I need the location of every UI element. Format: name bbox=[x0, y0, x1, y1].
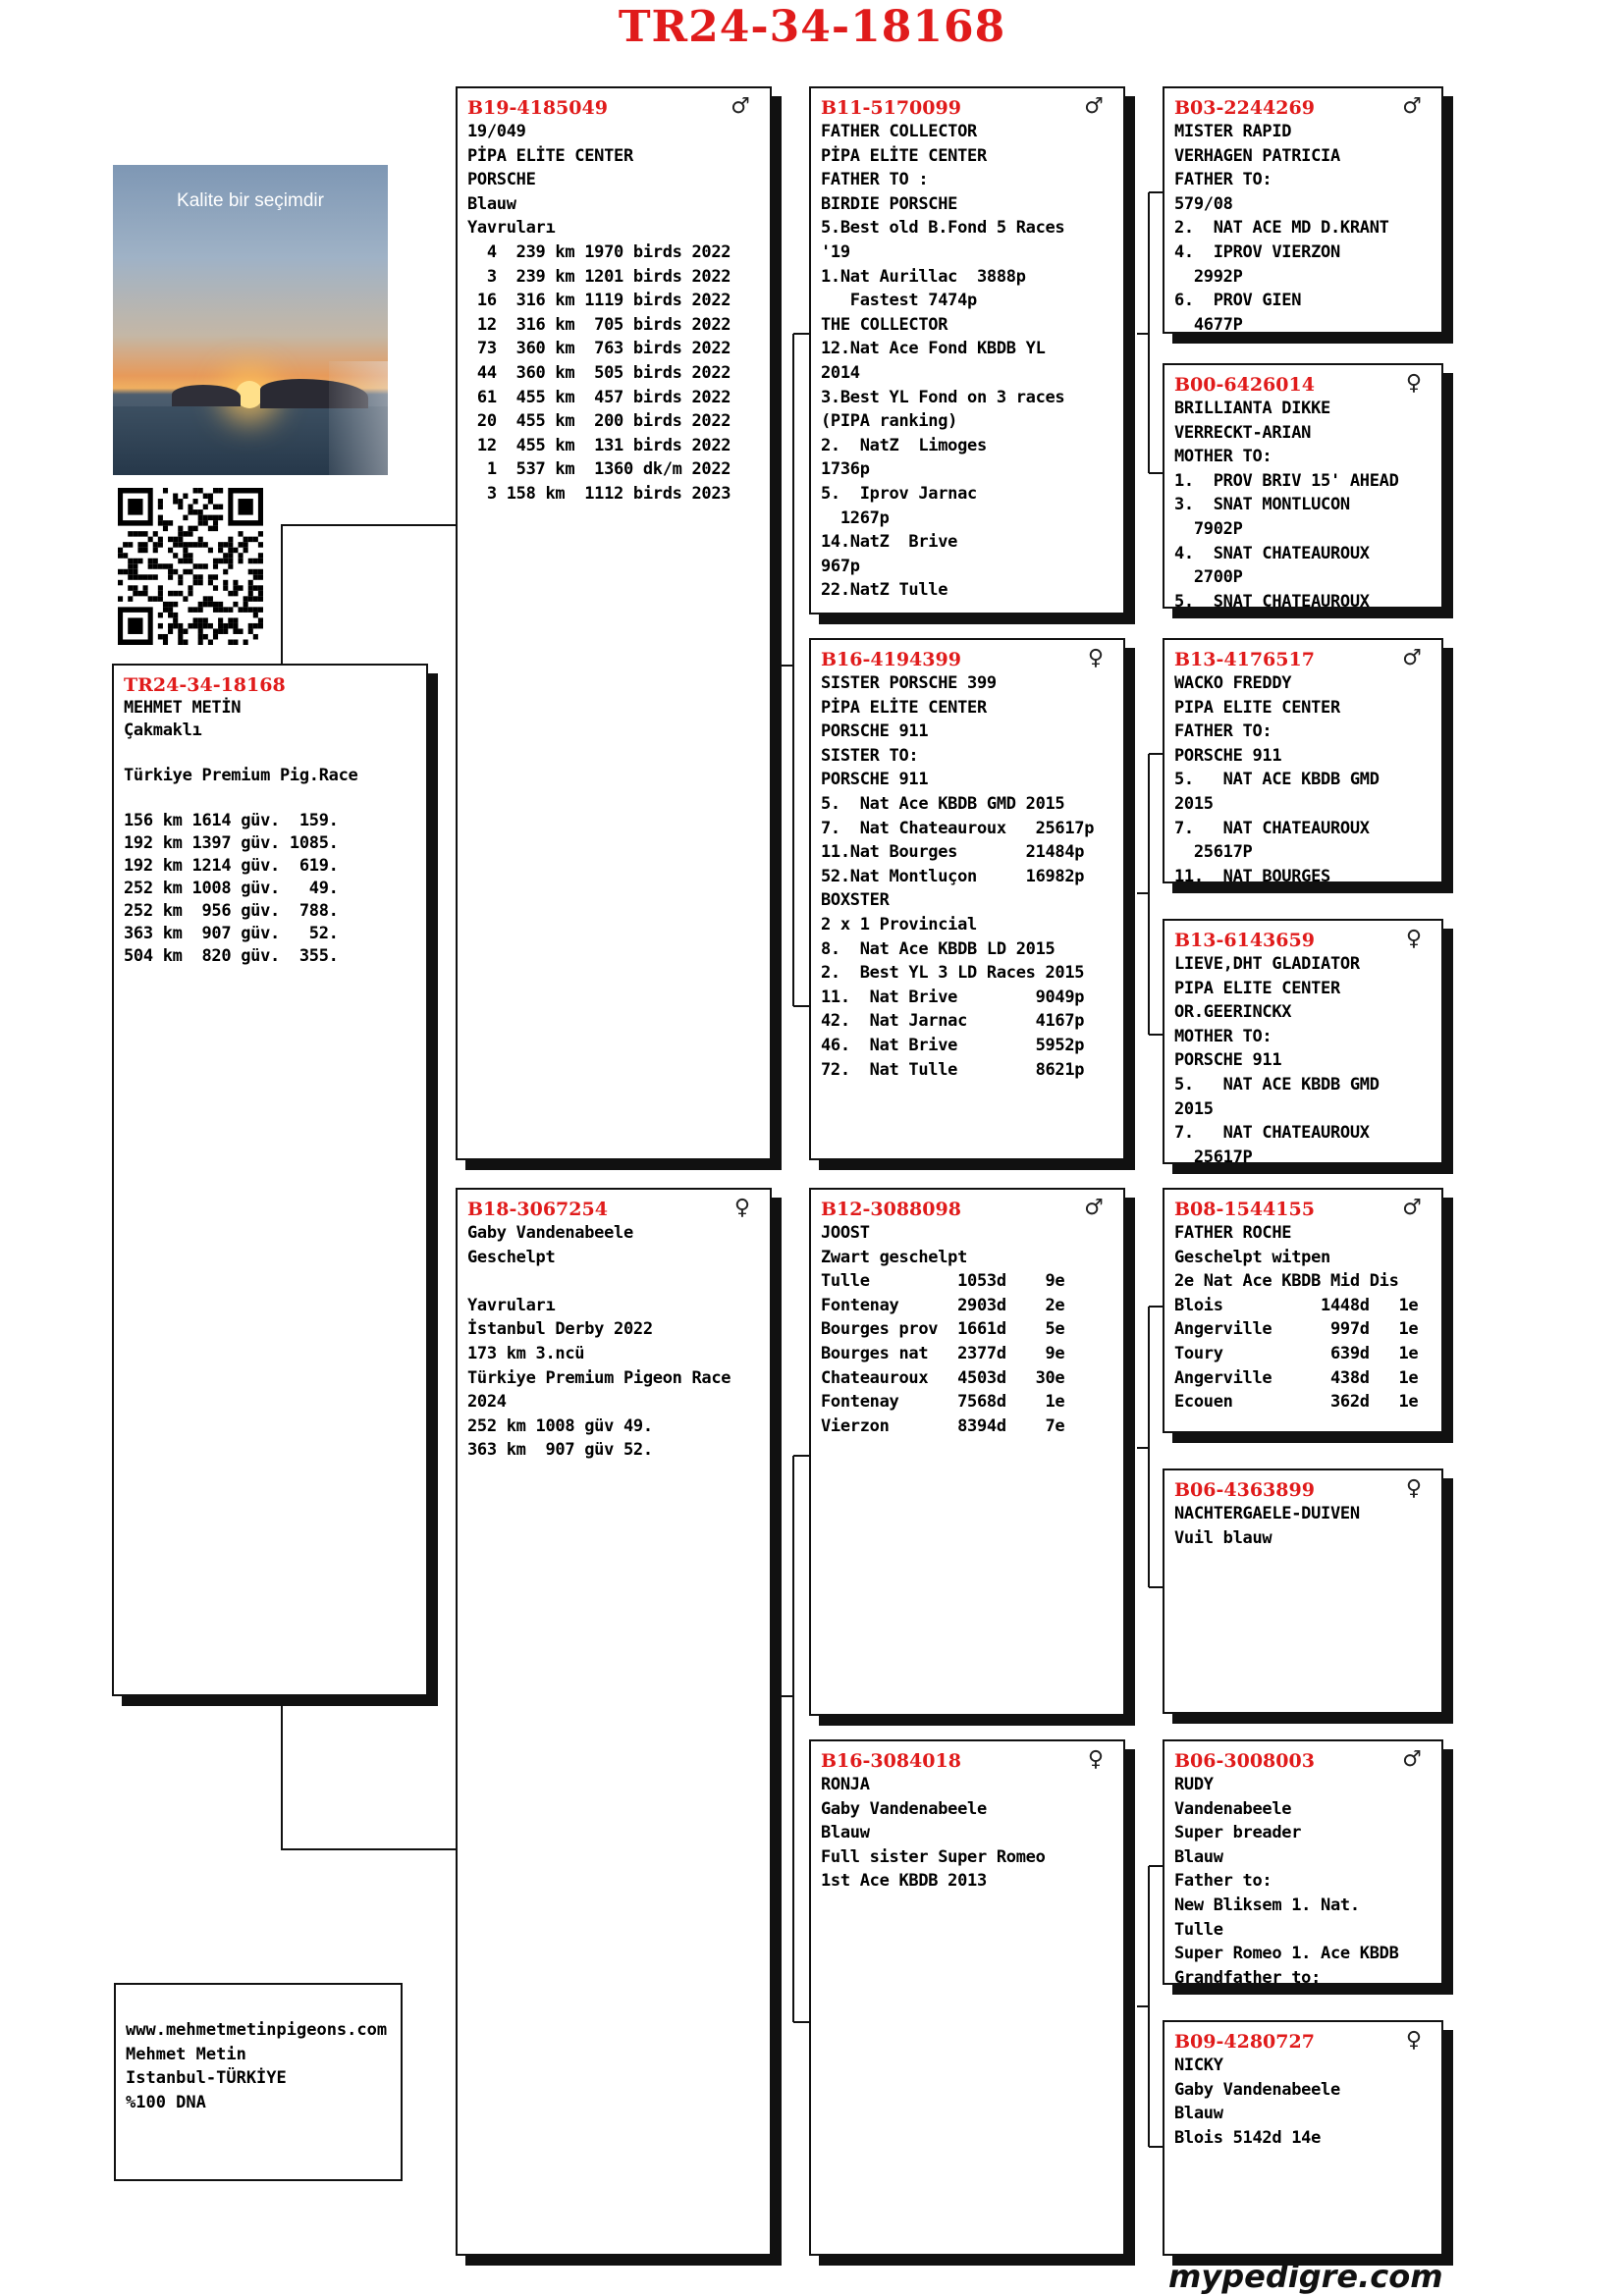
card-text-line: Zwart geschelpt bbox=[821, 1247, 968, 1267]
card-text-line: LIEVE,DHT GLADIATOR bbox=[1174, 954, 1360, 974]
card-text-line: FATHER COLLECTOR bbox=[821, 122, 977, 141]
card-text-line: PORSCHE 911 bbox=[1174, 1050, 1282, 1071]
card-text-line: 12.Nat Ace Fond KBDB YL bbox=[821, 339, 1046, 359]
dam-card bbox=[456, 1188, 772, 2256]
card-text-line: Blois 1448d 1e bbox=[1174, 1295, 1419, 1315]
card-text-line: 12 455 km 131 birds 2022 bbox=[467, 435, 731, 455]
sire-card bbox=[456, 86, 772, 1160]
sex-symbol: ♀ bbox=[1087, 646, 1104, 670]
card-text-line: 7. Nat Chateauroux 25617p bbox=[821, 818, 1095, 838]
card-text-line: 14.NatZ Brive bbox=[821, 532, 958, 553]
card-text-line: Geschelpt witpen bbox=[1174, 1247, 1330, 1267]
card-text-line: Blauw bbox=[467, 193, 516, 214]
card-text-line: 3 158 km 1112 birds 2023 bbox=[467, 483, 731, 504]
card-text-line bbox=[124, 787, 416, 810]
card-text-line: 7. NAT CHATEAUROUX bbox=[1174, 818, 1370, 838]
card-text-line: Vuil blauw bbox=[1174, 1527, 1272, 1548]
sire-dam-card bbox=[809, 638, 1125, 1160]
card-text-line: OR.GEERINCKX bbox=[1174, 1002, 1292, 1023]
card-text-line: 252 km 956 güv. 788. bbox=[124, 901, 339, 921]
ring-number: B12-3088098 bbox=[821, 1199, 961, 1220]
card-text-line: 5.Best old B.Fond 5 Races bbox=[821, 218, 1065, 239]
card-text-line: PORSCHE 911 bbox=[821, 721, 929, 742]
owner-info-box bbox=[114, 1983, 403, 2181]
card-text-line: Istanbul-TÜRKİYE bbox=[126, 2068, 287, 2089]
card-text-line: MOTHER TO: bbox=[1174, 1026, 1272, 1046]
card-text-line: 11.Nat Bourges 21484p bbox=[821, 842, 1085, 863]
ring-number: B16-4194399 bbox=[821, 649, 961, 670]
card-text-line: 2015 bbox=[1174, 793, 1214, 814]
card-text-line: 3 239 km 1201 birds 2022 bbox=[467, 266, 731, 287]
card-text-line: Full sister Super Romeo bbox=[821, 1846, 1046, 1867]
card-text-line: PİPA ELİTE CENTER bbox=[467, 145, 633, 166]
card-text-line: Angerville 997d 1e bbox=[1174, 1319, 1419, 1340]
card-text-line: VERHAGEN PATRICIA bbox=[1174, 145, 1340, 166]
card-text-line: 967p bbox=[821, 556, 860, 576]
card-text-line: 44 360 km 505 birds 2022 bbox=[467, 362, 731, 383]
card-text-line: 52.Nat Montluçon 16982p bbox=[821, 866, 1085, 886]
photo-caption: Kalite bir seçimdir bbox=[177, 190, 324, 211]
card-text-line: Türkiye Premium Pig.Race bbox=[124, 766, 358, 785]
card-text-line: 1267p bbox=[821, 507, 890, 528]
card-text-line: 11. NAT BOURGES bbox=[1174, 866, 1330, 883]
card-text-line: 19/049 bbox=[467, 122, 526, 141]
card-text-line: Geschelpt bbox=[467, 1247, 556, 1267]
ring-number: B09-4280727 bbox=[1174, 2031, 1315, 2053]
card-text-line: NICKY bbox=[1174, 2056, 1223, 2075]
card-text-line bbox=[467, 1269, 760, 1294]
card-text-line: FATHER ROCHE bbox=[1174, 1223, 1292, 1243]
card-text-line: 5. Nat Ace KBDB GMD 2015 bbox=[821, 793, 1065, 814]
card-text-line: THE COLLECTOR bbox=[821, 314, 948, 335]
card-text-line: PİPA ELİTE CENTER bbox=[821, 697, 987, 718]
card-text-line: 1.Nat Aurillac 3888p bbox=[821, 266, 1026, 287]
subject-card bbox=[112, 664, 428, 1696]
card-text-line: 25617P bbox=[1174, 1147, 1253, 1164]
card-text-line: Vandenabeele bbox=[1174, 1798, 1292, 1819]
sex-symbol: ♂ bbox=[1084, 1196, 1104, 1220]
card-text-line: 5. NAT ACE KBDB GMD bbox=[1174, 1074, 1380, 1095]
card-text-line: 363 km 907 güv. 52. bbox=[124, 924, 339, 943]
sss-card bbox=[1163, 86, 1443, 334]
card-text-line: Çakmaklı bbox=[124, 721, 202, 740]
card-text-line: PIPA ELITE CENTER bbox=[1174, 978, 1340, 998]
card-text-line: Fastest 7474p bbox=[821, 291, 977, 311]
ssd-card bbox=[1163, 363, 1443, 609]
card-text-line: Ecouen 362d 1e bbox=[1174, 1392, 1419, 1413]
card-text-line: 25617P bbox=[1174, 842, 1253, 863]
card-text-line: PİPA ELİTE CENTER bbox=[821, 145, 987, 166]
card-text-line: Super Romeo 1. Ace KBDB bbox=[1174, 1944, 1399, 1964]
ring-number: B16-3084018 bbox=[821, 1750, 961, 1772]
card-text-line: 5. NAT ACE KBDB GMD bbox=[1174, 770, 1380, 790]
card-text-line: NACHTERGAELE-DUIVEN bbox=[1174, 1504, 1360, 1523]
sds-card bbox=[1163, 638, 1443, 883]
card-text-line: Father to: bbox=[1174, 1871, 1272, 1892]
card-text-line: 12 316 km 705 birds 2022 bbox=[467, 314, 731, 335]
card-text-line: 2992P bbox=[1174, 266, 1243, 287]
card-text-line: 252 km 1008 güv 49. bbox=[467, 1415, 653, 1436]
card-text-line: 72. Nat Tulle 8621p bbox=[821, 1059, 1085, 1080]
card-text-line: VERRECKT-ARIAN bbox=[1174, 422, 1312, 443]
dds-card bbox=[1163, 1739, 1443, 1985]
ring-number: B11-5170099 bbox=[821, 97, 961, 119]
sex-symbol: ♂ bbox=[1402, 1196, 1422, 1220]
card-text-line: MOTHER TO: bbox=[1174, 447, 1272, 467]
ddd-card bbox=[1163, 2020, 1443, 2256]
card-text-line: Blauw bbox=[1174, 2104, 1223, 2124]
card-text-line: 252 km 1008 güv. 49. bbox=[124, 879, 339, 898]
ring-number: B00-6426014 bbox=[1174, 374, 1315, 396]
card-text-line bbox=[124, 742, 416, 765]
ring-number: B08-1544155 bbox=[1174, 1199, 1315, 1220]
card-text-line: Blauw bbox=[821, 1823, 870, 1843]
card-text-line: RUDY bbox=[1174, 1775, 1214, 1794]
card-text-line: MISTER RAPID bbox=[1174, 122, 1292, 141]
card-text-line: 2. NatZ Limoges bbox=[821, 435, 987, 455]
card-text-line: Fontenay 7568d 1e bbox=[821, 1392, 1065, 1413]
card-text-line: 2. NAT ACE MD D.KRANT bbox=[1174, 218, 1389, 239]
card-text-line: JOOST bbox=[821, 1223, 870, 1243]
card-text-line: SISTER TO: bbox=[821, 745, 919, 766]
card-text-line: 4 239 km 1970 birds 2022 bbox=[467, 241, 731, 262]
card-text-line: Bourges prov 1661d 5e bbox=[821, 1319, 1065, 1340]
sex-symbol: ♂ bbox=[1402, 1747, 1422, 1772]
ring-number: B03-2244269 bbox=[1174, 97, 1315, 119]
card-text-line: 61 455 km 457 birds 2022 bbox=[467, 387, 731, 407]
card-text-line: 2700P bbox=[1174, 567, 1243, 588]
card-text-line: WACKO FREDDY bbox=[1174, 673, 1292, 693]
card-text-line: SISTER PORSCHE 399 bbox=[821, 673, 997, 693]
card-text-line: 2e Nat Ace KBDB Mid Dis bbox=[1174, 1271, 1399, 1292]
card-text-line: RONJA bbox=[821, 1775, 870, 1794]
card-text-line: 2024 bbox=[467, 1392, 507, 1413]
card-text-line: 6. PROV GIEN bbox=[1174, 291, 1302, 311]
card-text-line: 5. Iprov Jarnac bbox=[821, 483, 977, 504]
card-text-line: 1736p bbox=[821, 459, 870, 480]
card-text-line: 4. SNAT CHATEAUROUX bbox=[1174, 543, 1370, 563]
card-text-line: 579/08 bbox=[1174, 193, 1233, 214]
card-text-line: 46. Nat Brive 5952p bbox=[821, 1035, 1085, 1055]
ring-number: B13-6143659 bbox=[1174, 930, 1315, 951]
sex-symbol: ♀ bbox=[1405, 2028, 1422, 2053]
sex-symbol: ♀ bbox=[1405, 927, 1422, 951]
card-text-line: BOXSTER bbox=[821, 890, 890, 911]
ring-number: B06-3008003 bbox=[1174, 1750, 1315, 1772]
card-text-line: İstanbul Derby 2022 bbox=[467, 1319, 653, 1340]
sex-symbol: ♀ bbox=[1087, 1747, 1104, 1772]
card-text-line: 5. SNAT CHATEAUROUX bbox=[1174, 591, 1370, 609]
card-text-line: 8. Nat Ace KBDB LD 2015 bbox=[821, 938, 1056, 959]
ring-number: B19-4185049 bbox=[467, 97, 608, 119]
dsd-card bbox=[1163, 1468, 1443, 1714]
card-text-line: 4. IPROV VIERZON bbox=[1174, 241, 1340, 262]
card-text-line: 11. Nat Brive 9049p bbox=[821, 987, 1085, 1007]
card-text-line: PORSCHE 911 bbox=[1174, 745, 1282, 766]
card-text-line: Gaby Vandenabeele bbox=[1174, 2079, 1340, 2100]
card-text-line: 173 km 3.ncü bbox=[467, 1343, 585, 1363]
card-text-line: 20 455 km 200 birds 2022 bbox=[467, 411, 731, 432]
card-text-line: Yavruları bbox=[467, 218, 556, 239]
card-text-line: Gaby Vandenabeele bbox=[467, 1223, 633, 1243]
card-text-line: 1. PROV BRIV 15' AHEAD bbox=[1174, 470, 1399, 491]
card-text-line: Tulle bbox=[1174, 1919, 1223, 1940]
card-text-line: www.mehmetmetinpigeons.com bbox=[126, 2020, 388, 2040]
card-text-line: Blauw bbox=[1174, 1846, 1223, 1867]
card-text-line: MEHMET METİN bbox=[124, 698, 242, 718]
card-text-line: Mehmet Metin bbox=[126, 2044, 246, 2064]
card-text-line: %100 DNA bbox=[126, 2092, 206, 2112]
card-text-line: FATHER TO: bbox=[1174, 721, 1272, 742]
card-text-line: 3. SNAT MONTLUCON bbox=[1174, 495, 1350, 515]
sex-symbol: ♂ bbox=[1402, 94, 1422, 119]
sex-symbol: ♂ bbox=[1084, 94, 1104, 119]
card-text-line: FATHER TO: bbox=[1174, 170, 1272, 190]
card-text-line: 192 km 1397 güv. 1085. bbox=[124, 833, 339, 853]
sex-symbol: ♂ bbox=[731, 94, 750, 119]
card-text-line: 2. Best YL 3 LD Races 2015 bbox=[821, 963, 1085, 984]
card-text-line: Bourges nat 2377d 9e bbox=[821, 1343, 1065, 1363]
card-text-line: 3.Best YL Fond on 3 races bbox=[821, 387, 1065, 407]
ring-number: B18-3067254 bbox=[467, 1199, 608, 1220]
brand-watermark: mypedigre.com bbox=[1168, 2258, 1443, 2295]
card-text-line: Vierzon 8394d 7e bbox=[821, 1415, 1065, 1436]
sire-sire-card bbox=[809, 86, 1125, 614]
sex-symbol: ♂ bbox=[1402, 646, 1422, 670]
card-text-line: 4677P bbox=[1174, 314, 1243, 334]
sex-symbol: ♀ bbox=[733, 1196, 750, 1220]
card-text-line: New Bliksem 1. Nat. bbox=[1174, 1895, 1360, 1915]
pedigree-title: TR24-34-18168 bbox=[618, 2, 1006, 52]
card-text-line: Toury 639d 1e bbox=[1174, 1343, 1419, 1363]
card-text-line: Yavruları bbox=[467, 1295, 556, 1315]
card-text-line: 2 x 1 Provincial bbox=[821, 914, 977, 934]
sex-symbol: ♀ bbox=[1405, 371, 1422, 396]
card-text-line: 363 km 907 güv 52. bbox=[467, 1440, 653, 1461]
card-text-line: Angerville 438d 1e bbox=[1174, 1367, 1419, 1388]
ring-number: B06-4363899 bbox=[1174, 1479, 1315, 1501]
card-text-line: Grandfather to: bbox=[1174, 1967, 1322, 1985]
card-text-line: PORSCHE 911 bbox=[821, 770, 929, 790]
card-text-line: '19 bbox=[821, 241, 850, 262]
card-text-line: Chateauroux 4503d 30e bbox=[821, 1367, 1065, 1388]
card-text-line: 2015 bbox=[1174, 1098, 1214, 1119]
ring-number: TR24-34-18168 bbox=[124, 674, 286, 696]
card-text-line: 73 360 km 763 birds 2022 bbox=[467, 339, 731, 359]
ring-number: B13-4176517 bbox=[1174, 649, 1315, 670]
card-text-line: 2014 bbox=[821, 362, 860, 383]
card-text-line: Fontenay 2903d 2e bbox=[821, 1295, 1065, 1315]
card-text-line: Tulle 1053d 9e bbox=[821, 1271, 1065, 1292]
card-text-line: 16 316 km 1119 birds 2022 bbox=[467, 291, 731, 311]
dam-dam-card bbox=[809, 1739, 1125, 2256]
card-text-line: FATHER TO : bbox=[821, 170, 929, 190]
card-text-line: 1 537 km 1360 dk/m 2022 bbox=[467, 459, 731, 480]
card-text-line: BIRDIE PORSCHE bbox=[821, 193, 958, 214]
card-text-line: BRILLIANTA DIKKE bbox=[1174, 399, 1330, 418]
card-text-line: 7. NAT CHATEAUROUX bbox=[1174, 1123, 1370, 1144]
card-text-line: Gaby Vandenabeele bbox=[821, 1798, 987, 1819]
card-text-line: 504 km 820 güv. 355. bbox=[124, 946, 339, 966]
card-text-line: 22.NatZ Tulle bbox=[821, 580, 948, 601]
card-text-line: 7902P bbox=[1174, 518, 1243, 539]
card-text-line: (PIPA ranking) bbox=[821, 411, 958, 432]
card-text-line: PORSCHE bbox=[467, 170, 536, 190]
card-text-line: 156 km 1614 güv. 159. bbox=[124, 811, 339, 830]
card-text-line: Super breader bbox=[1174, 1823, 1302, 1843]
dam-sire-card bbox=[809, 1188, 1125, 1716]
card-text-line: 42. Nat Jarnac 4167p bbox=[821, 1011, 1085, 1032]
sex-symbol: ♀ bbox=[1405, 1476, 1422, 1501]
sdd-card bbox=[1163, 919, 1443, 1164]
card-text-line: 1st Ace KBDB 2013 bbox=[821, 1871, 987, 1892]
card-text-line: PIPA ELITE CENTER bbox=[1174, 697, 1340, 718]
dss-card bbox=[1163, 1188, 1443, 1433]
card-text-line: Blois 5142d 14e bbox=[1174, 2127, 1322, 2148]
card-text-line: 192 km 1214 güv. 619. bbox=[124, 856, 339, 876]
card-text-line: Türkiye Premium Pigeon Race bbox=[467, 1367, 731, 1388]
